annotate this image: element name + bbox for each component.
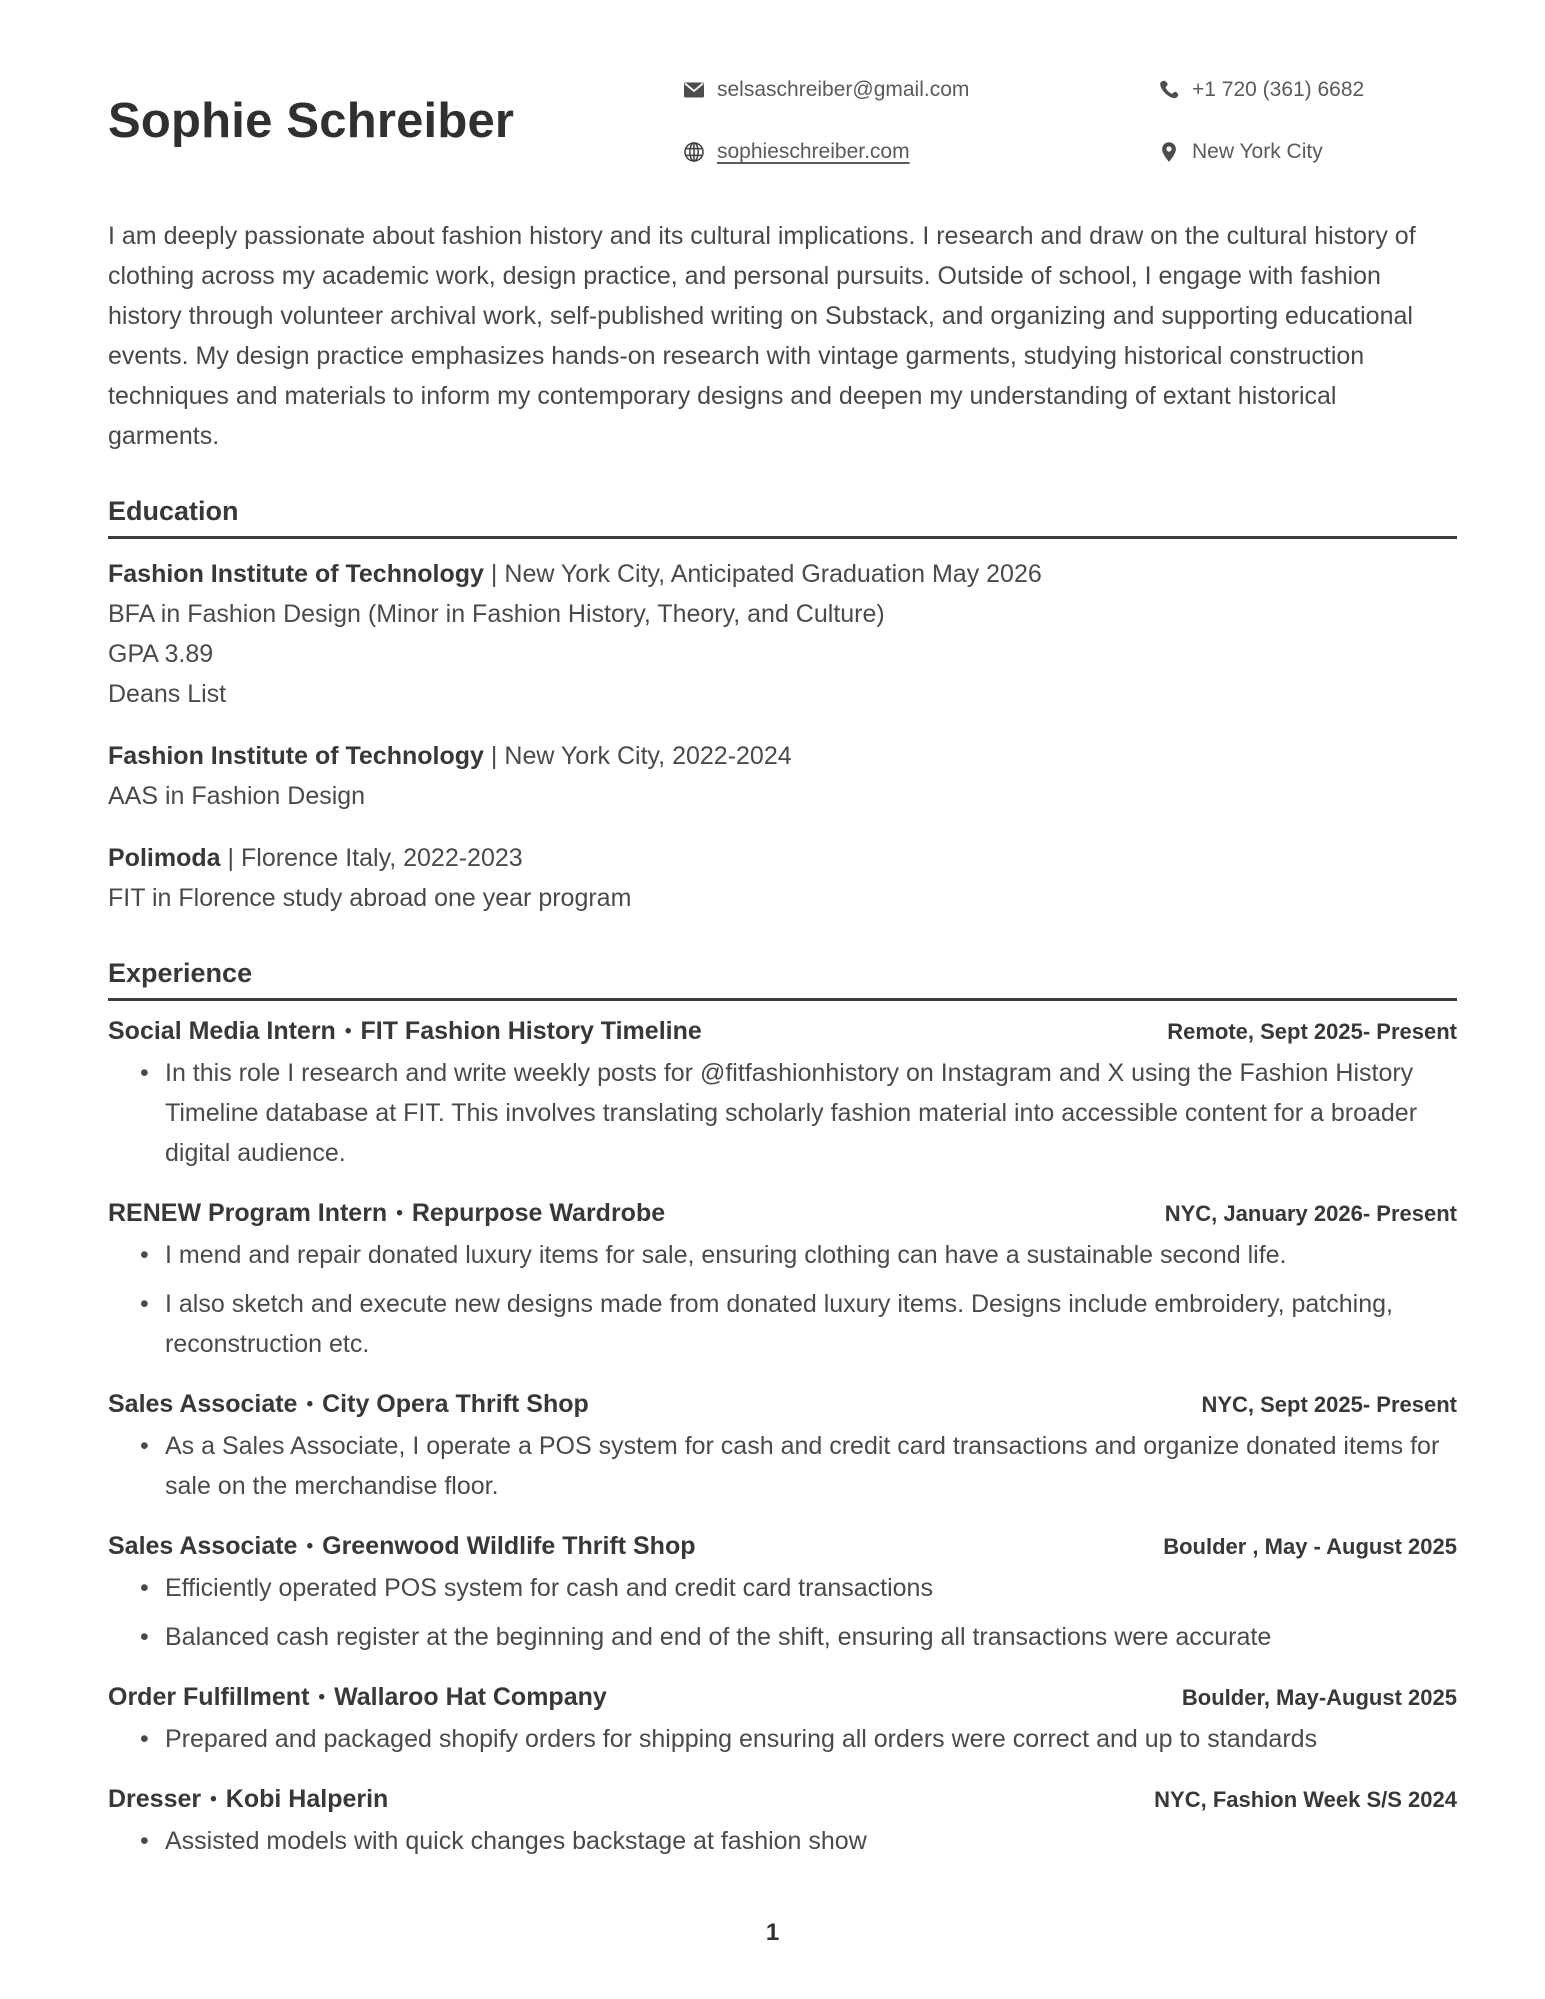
dot-separator: • — [318, 1687, 326, 1708]
job-header — [108, 1390, 1457, 1419]
job-date: Boulder, May-August 2025 — [1181, 1685, 1457, 1710]
job-bullet-list — [108, 1235, 1457, 1364]
education-entry-title — [108, 838, 1457, 878]
pipe-separator: | — [490, 560, 498, 588]
job-header — [108, 1532, 1457, 1561]
contact-website — [682, 140, 1157, 164]
education-entry-title — [108, 736, 1457, 776]
job-header — [108, 1785, 1457, 1814]
school-name: Polimoda — [108, 844, 221, 872]
education-entry — [108, 554, 1457, 714]
school-name: Fashion Institute of Technology — [108, 742, 484, 770]
contact-location — [1157, 140, 1457, 164]
job-company: Repurpose Wardrobe — [411, 1199, 666, 1227]
education-heading: Education — [108, 496, 1457, 539]
job-entry — [108, 1683, 1457, 1759]
dot-separator: • — [210, 1789, 217, 1810]
job-company: City Opera Thrift Shop — [322, 1390, 589, 1418]
job-company: Wallaroo Hat Company — [334, 1683, 607, 1711]
job-header — [108, 1683, 1457, 1712]
job-title-group — [108, 1532, 696, 1561]
education-entry — [108, 736, 1457, 816]
job-title-group — [108, 1199, 665, 1228]
job-company: Greenwood Wildlife Thrift Shop — [322, 1532, 696, 1560]
experience-section — [108, 958, 1457, 1861]
job-entry — [108, 1390, 1457, 1506]
map-pin-icon — [1157, 140, 1181, 164]
job-title: Sales Associate — [108, 1532, 298, 1560]
education-detail-line: Deans List — [108, 680, 227, 708]
job-bullet-list — [108, 1426, 1457, 1506]
education-entry-title — [108, 554, 1457, 594]
page-number: 1 — [765, 1919, 780, 1946]
job-bullet: • Assisted models with quick changes backstage at fashion show — [108, 1821, 1457, 1861]
job-bullet: • Balanced cash register at the beginning and end of the shift, ensuring all transactions were accurate — [108, 1617, 1457, 1657]
dot-separator: • — [306, 1536, 314, 1557]
job-title-group — [108, 1017, 702, 1046]
experience-heading: Experience — [108, 958, 1457, 1001]
location-text: New York City — [1192, 140, 1323, 163]
job-bullet: • Efficiently operated POS system for cash and credit card transactions — [108, 1568, 1457, 1608]
person-name: Sophie Schreiber — [108, 94, 515, 148]
envelope-icon — [682, 78, 706, 102]
job-bullet-list — [108, 1053, 1457, 1173]
job-bullet-list — [108, 1719, 1457, 1759]
job-title-group — [108, 1785, 388, 1814]
job-date: Remote, Sept 2025- Present — [1167, 1019, 1457, 1044]
globe-icon — [682, 140, 706, 164]
dot-separator: • — [396, 1203, 403, 1224]
school-detail: New York City, 2022-2024 — [504, 742, 792, 770]
pipe-separator: | — [490, 742, 498, 770]
contact-phone — [1157, 78, 1457, 102]
job-date: Boulder , May - August 2025 — [1163, 1534, 1457, 1559]
job-entry — [108, 1785, 1457, 1861]
job-title: Sales Associate — [108, 1390, 298, 1418]
job-date: NYC, January 2026- Present — [1164, 1201, 1457, 1226]
job-header — [108, 1199, 1457, 1228]
job-entry — [108, 1199, 1457, 1364]
job-bullet: • I also sketch and execute new designs made from donated luxury items. Designs include embroidery, patching, reconstruction etc. — [108, 1284, 1457, 1364]
job-title: Social Media Intern — [108, 1017, 336, 1045]
job-company: Kobi Halperin — [225, 1785, 389, 1813]
education-entry — [108, 838, 1457, 918]
phone-text: +1 720 (361) 6682 — [1192, 78, 1365, 101]
dot-separator: • — [306, 1394, 314, 1415]
website-link[interactable]: sophieschreiber.com — [717, 140, 910, 163]
phone-handset-icon — [1157, 78, 1181, 102]
job-date: NYC, Sept 2025- Present — [1201, 1392, 1457, 1417]
school-name: Fashion Institute of Technology — [108, 560, 484, 588]
contact-email — [682, 78, 1157, 102]
email-text: selsaschreiber@gmail.com — [717, 78, 970, 101]
education-detail-line: AAS in Fashion Design — [108, 782, 366, 810]
job-title: RENEW Program Intern — [108, 1199, 388, 1227]
pipe-separator: | — [227, 844, 235, 872]
school-detail: New York City, Anticipated Graduation May 2026 — [504, 560, 1042, 588]
job-title-group — [108, 1390, 589, 1419]
resume-header — [108, 78, 1457, 164]
education-detail-line: GPA 3.89 — [108, 640, 214, 668]
job-header — [108, 1017, 1457, 1046]
job-company: FIT Fashion History Timeline — [360, 1017, 702, 1045]
job-bullet-list — [108, 1821, 1457, 1861]
contact-info — [682, 78, 1457, 164]
education-detail-line: FIT in Florence study abroad one year program — [108, 884, 632, 912]
job-title: Order Fulfillment — [108, 1683, 310, 1711]
job-bullet: • In this role I research and write weekly posts for @fitfashionhistory on Instagram and X using the Fashion History Timeline database at FIT. This involves translating scholarly fashion material into accessible content for a broader digital audience. — [108, 1053, 1457, 1173]
job-bullet: • As a Sales Associate, I operate a POS system for cash and credit card transactions and organize donated items for sale on the merchandise floor. — [108, 1426, 1457, 1506]
dot-separator: • — [344, 1021, 352, 1042]
education-detail-line: BFA in Fashion Design (Minor in Fashion History, Theory, and Culture) — [108, 600, 885, 628]
job-entry — [108, 1017, 1457, 1173]
job-date: NYC, Fashion Week S/S 2024 — [1154, 1787, 1457, 1812]
job-bullet: • I mend and repair donated luxury items for sale, ensuring clothing can have a sustainable second life. — [108, 1235, 1457, 1275]
job-bullet: • Prepared and packaged shopify orders for shipping ensuring all orders were correct and up to standards — [108, 1719, 1457, 1759]
job-title: Dresser — [108, 1785, 202, 1813]
job-entry — [108, 1532, 1457, 1657]
page-footer — [0, 1919, 1545, 1947]
job-title-group — [108, 1683, 607, 1712]
job-bullet-list — [108, 1568, 1457, 1657]
education-section — [108, 496, 1457, 918]
school-detail: Florence Italy, 2022-2023 — [241, 844, 523, 872]
summary-paragraph: I am deeply passionate about fashion history and its cultural implications. I research and draw on the cultural history of clothing across my academic work, design practice, and personal pursuits. Outside of school, I engage with fashion history through volunteer archival work, self-published writing on Substack, and organizing and supporting educational events. My design practice emphasizes hands-on research with vintage garments, studying historical construction techniques and materials to inform my contemporary designs and deepen my understanding of extant historical garments. — [108, 222, 1416, 450]
